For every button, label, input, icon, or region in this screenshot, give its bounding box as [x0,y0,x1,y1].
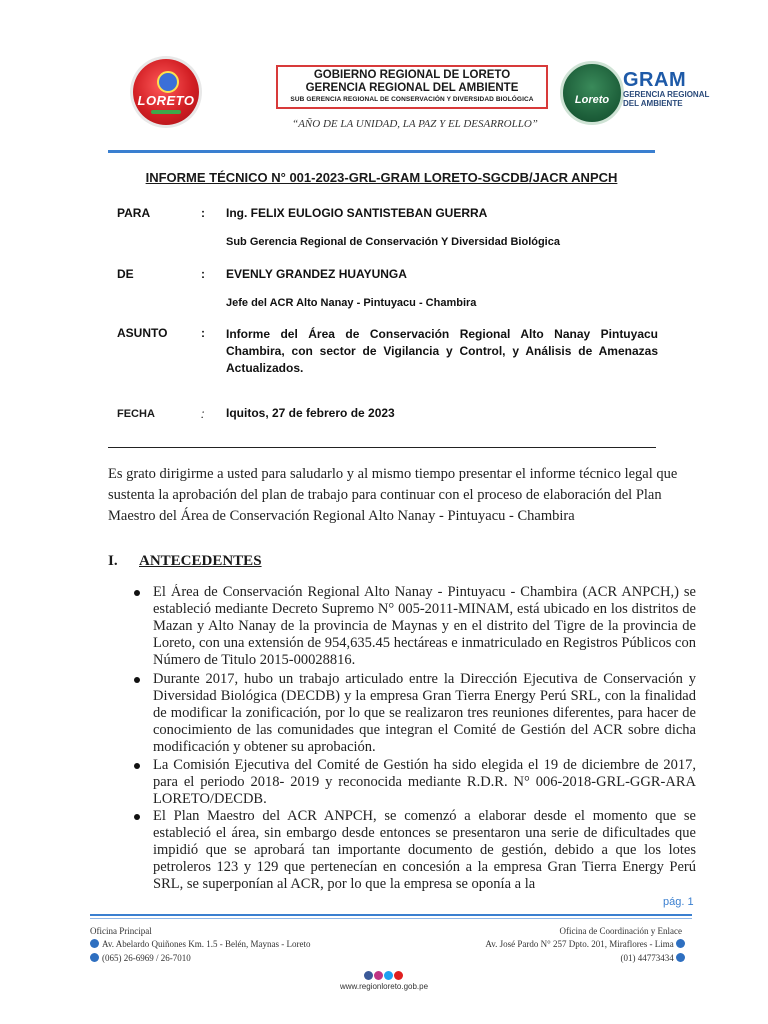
footer-left-address-text: Av. Abelardo Quiñones Km. 1.5 - Belén, Maynas - Loreto [102,939,311,949]
bullet-icon [134,814,140,820]
de-colon: : [201,267,205,281]
de-name: EVENLY GRANDEZ HUAYUNGA [226,267,407,281]
list-item [132,808,696,893]
footer-right-address-text: Av. José Pardo N° 257 Dpto. 201, Miraflores - Lima [485,939,674,949]
location-pin-icon [90,939,99,948]
asunto-colon: : [201,326,205,340]
bullet-icon [134,677,140,683]
footer-left-phone-text: (065) 26-6969 / 26-7010 [102,953,191,963]
fecha-colon: : [201,407,205,421]
header-divider [108,150,655,153]
section-title: ANTECEDENTES [139,553,262,569]
title-line-3: SUB GERENCIA REGIONAL DE CONSERVACIÓN Y DIVERSIDAD BIOLÓGICA [290,96,534,103]
bullet-icon [134,590,140,596]
footer-right-title: Oficina de Coordinación y Enlace [559,926,682,936]
asunto-label: ASUNTO [117,326,168,340]
gram-title: GRAM [623,69,687,91]
title-line-1: GOBIERNO REGIONAL DE LORETO [313,69,511,81]
emblem-icon [157,71,179,93]
memo-divider [108,447,656,448]
para-colon: : [201,206,205,220]
page-number: pág. 1 [663,896,694,908]
para-label: PARA [117,206,151,220]
section-number: I. [108,553,118,569]
report-title: INFORME TÉCNICO N° 001-2023-GRL-GRAM LORETO-SGCDB/JACR ANPCH [145,170,618,185]
phone-icon [90,953,99,962]
footer-right-phone-text: (01) 44773434 [620,953,674,963]
loreto-region-logo [133,59,199,125]
logo-stripe [151,110,181,114]
list-item-text: El Área de Conservación Regional Alto Nanay - Pintuyacu - Chambira (ACR ANPCH,) se estableció mediante Decreto Supremo N° 005-2011-MINAM, está ubicado en los distritos de Mazan y Alto Nanay de la provincia de Maynas y en el distrito del Tigre de la provincia de Loreto, con una extensión de 954,635.45 hectáreas e inmatriculado en Registros Públicos con Número de Titulo 2015-00028816. [153,584,696,668]
footer-divider [90,914,692,916]
list-item [132,671,696,757]
section-heading [108,553,262,570]
antecedentes-list [132,584,696,893]
footer-left-phone [90,953,191,963]
footer-left-title: Oficina Principal [90,926,152,936]
gram-sub-1: GERENCIA REGIONAL [623,90,710,99]
de-role: Jefe del ACR Alto Nanay - Pintuyacu - Chambira [226,297,477,309]
footer-right-address [485,939,688,949]
footer-divider-thin [90,918,692,919]
para-office: Sub Gerencia Regional de Conservación Y Diversidad Biológica [226,236,560,248]
de-label: DE [117,267,134,281]
gram-wordmark [623,70,709,108]
location-pin-icon [676,939,685,948]
twitter-icon[interactable] [384,971,393,980]
asunto-text: Informe del Área de Conservación Regional Alto Nanay Pintuyacu Chambira, con sector de Vigilancia y Control, y Análisis de Amenazas Actualizados. [226,327,658,375]
list-item-text: Durante 2017, hubo un trabajo articulado entre la Dirección Ejecutiva de Conservación y Diversidad Biológica (DECDB) y la empresa Gran Tierra Energy Perú SRL, con la finalidad de modificar la zonificación, por lo que se realizaron tres reuniones diferentes, para hacer de conocimiento de las comunidades que integran el Comité de Gestión del ACR sobre dicha modificación y obtener su aprobación. [153,671,696,755]
intro-paragraph: Es grato dirigirme a usted para saludarlo y al mismo tiempo presentar el informe técnico legal que sustenta la aprobación del plan de trabajo para continuar con el proceso de elaboración del Plan Maestro del Área de Conservación Regional Alto Nanay - Pintuyacu - Chambira [108,466,678,524]
year-motto: “AÑO DE LA UNIDAD, LA PAZ Y EL DESARROLLO” [292,118,538,130]
phone-icon [676,953,685,962]
para-name: Ing. FELIX EULOGIO SANTISTEBAN GUERRA [226,206,488,220]
facebook-icon[interactable] [364,971,373,980]
fecha-label: FECHA [117,408,155,420]
logo-left-text: LORETO [137,93,195,108]
website-link[interactable]: www.regionloreto.gob.pe [340,982,429,991]
list-item [132,757,696,808]
footer-right-phone [621,953,689,963]
list-item [132,584,696,671]
government-title-box [276,65,548,109]
bullet-icon [134,763,140,769]
fecha-value: Iquitos, 27 de febrero de 2023 [226,406,395,420]
title-line-2: GERENCIA REGIONAL DEL AMBIENTE [305,82,519,94]
list-item-text: La Comisión Ejecutiva del Comité de Gestión ha sido elegida el 19 de diciembre de 2017, para el periodo 2018- 2019 y reconocida mediante R.D.R. N° 006-2018-GRL-GGR-ARA LORETO/DECDB. [153,757,696,807]
list-item-text: El Plan Maestro del ACR ANPCH, se comenzó a elaborar desde el momento que se estableció el área, sin embargo desde entonces se presentaron una serie de dificultades que impidió que se aprobará tan importante documento de gestión, debido a que los lotes petroleros 123 y 129 que pertenecían en concesión a la empresa Gran Tierra Energy Perú SRL, se superponían al ACR, por lo que la empresa se oponía a la [153,808,696,892]
footer-left-address [90,939,310,949]
gram-seal-logo [560,61,624,125]
youtube-icon[interactable] [394,971,403,980]
instagram-icon[interactable] [374,971,383,980]
logo-right-text: Loreto [574,94,610,106]
gram-sub-2: DEL AMBIENTE [623,99,683,108]
